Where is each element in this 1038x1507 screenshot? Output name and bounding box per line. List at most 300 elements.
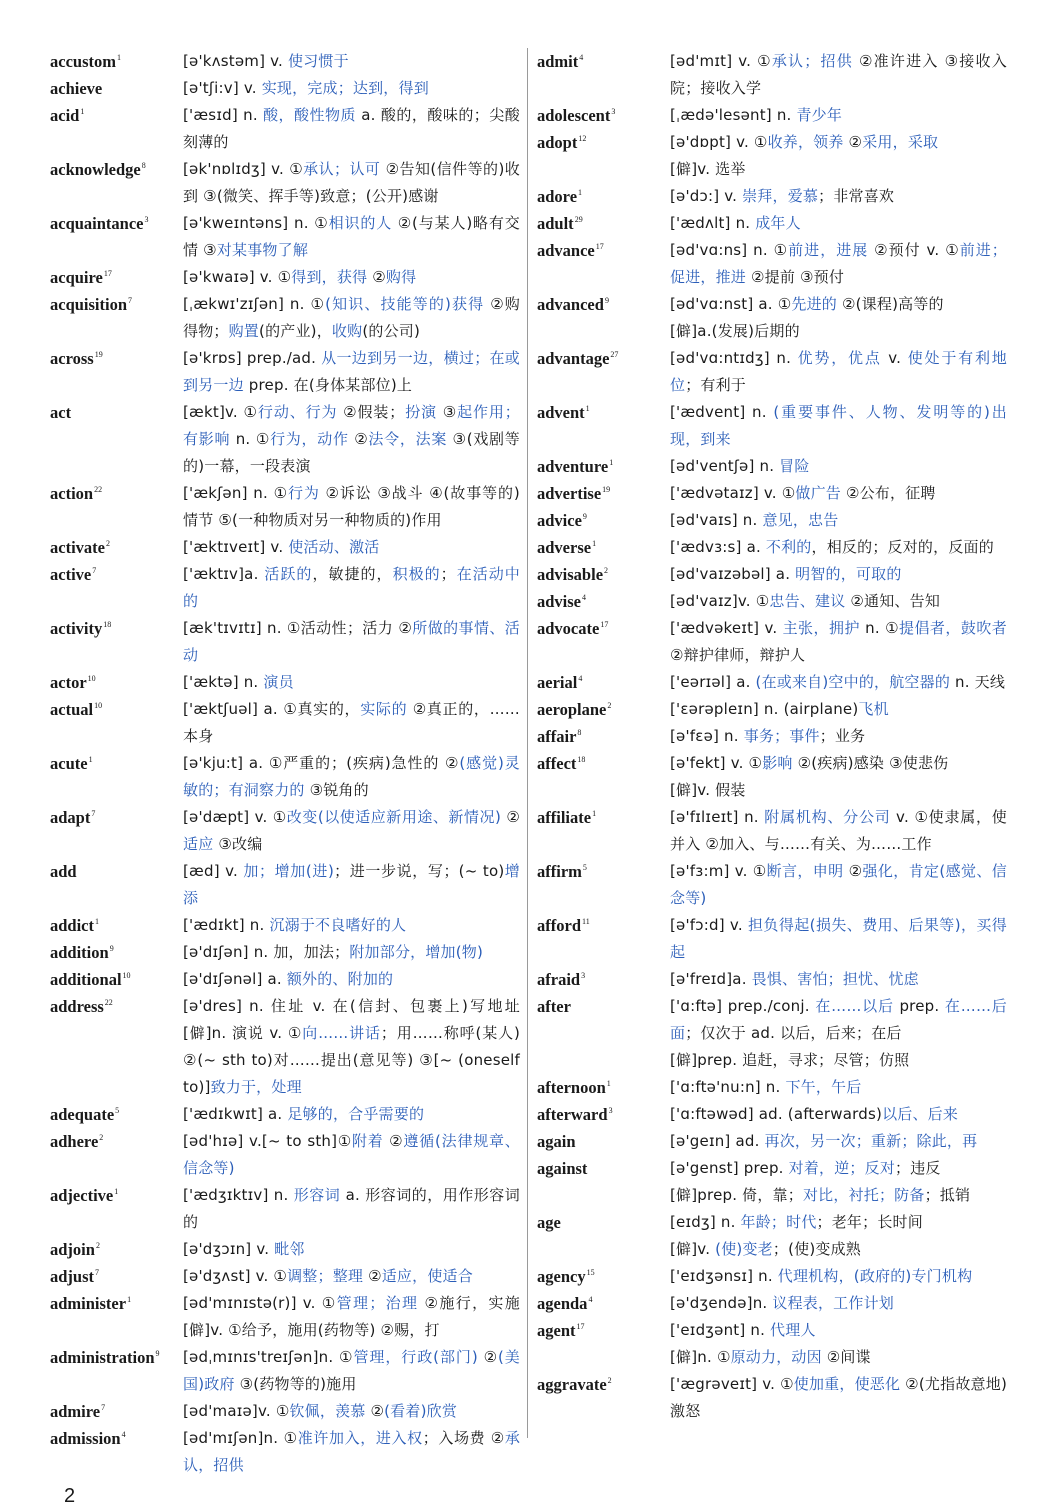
frequency-count: 1: [592, 809, 597, 818]
headword-text: advisable: [537, 565, 604, 584]
definition-text: ['ædvətaɪz] v. ①: [670, 484, 796, 502]
headword-text: affair: [537, 727, 577, 746]
dictionary-entry: [50, 1398, 520, 1425]
definition-text: [əd'mɪʃən]n. ①: [183, 1429, 298, 1447]
definition-text: ②: [365, 1402, 385, 1420]
definition-text: [əd'mɪnɪstə(r)] v. ①: [183, 1294, 337, 1312]
highlighted-meaning: 积极的: [392, 565, 441, 583]
definition-text: [ˌædə'lesənt] n.: [670, 106, 797, 124]
headword-text: action: [50, 484, 94, 503]
definition-text: ['eərɪəl] a.: [670, 673, 756, 691]
definition: [670, 507, 1007, 534]
definition-text: ['ædʌlt] n.: [670, 214, 756, 232]
headword-text: adequate: [50, 1105, 115, 1124]
dictionary-entry: [50, 480, 520, 534]
headword-text: adult: [537, 214, 574, 233]
definition: [670, 696, 1007, 723]
headword: [537, 129, 670, 156]
definition-text: ，敏捷的，: [312, 565, 393, 583]
dictionary-entry: [50, 858, 520, 912]
headword-text: advocate: [537, 619, 600, 638]
headword-text: additional: [50, 970, 122, 989]
definition-text: [əd'hɪə] v.[~ to sth]①: [183, 1132, 353, 1150]
dictionary-entry: [50, 1182, 520, 1236]
highlighted-meaning: 行动、行为: [257, 403, 338, 421]
headword-text: adjust: [50, 1267, 95, 1286]
headword-text: afford: [537, 916, 581, 935]
highlighted-meaning: 对比，衬托；防备: [802, 1186, 925, 1204]
dictionary-entry: [537, 1074, 1007, 1101]
definition-text: ②假装；: [337, 403, 405, 421]
headword: [50, 696, 183, 723]
definition-text: ②(课程)高等的: [837, 295, 944, 313]
dictionary-entry: [50, 966, 520, 993]
headword: [50, 1236, 183, 1263]
definition-text: [ə'dɪʃən] n. 加，加法；: [183, 943, 350, 961]
headword: [537, 669, 670, 696]
definition-text: ['ɑ:ftə] prep./conj.: [670, 997, 816, 1015]
frequency-count: 9: [604, 296, 609, 305]
headword: [537, 183, 670, 210]
definition-text: [eɪdʒ] n.: [670, 1213, 741, 1231]
dictionary-entry: [537, 696, 1007, 723]
definition: [670, 1209, 1007, 1263]
dictionary-entry: [537, 1209, 1007, 1263]
headword: [537, 1074, 670, 1101]
dictionary-entry: [50, 993, 520, 1101]
frequency-count: 19: [94, 350, 103, 359]
headword-text: after: [537, 997, 571, 1016]
headword: [537, 1371, 670, 1398]
frequency-count: 10: [122, 971, 131, 980]
definition-text: prep. 在(身体某部位)上: [243, 376, 413, 394]
definition-text: (的产业)，: [259, 322, 332, 340]
headword-text: addict: [50, 916, 95, 935]
definition: [670, 480, 1007, 507]
headword-text: act: [50, 403, 72, 422]
definition-text: ②诉讼 ③战斗 ④(故事等的)情节 ⑤(一种物质对另一种物质的)作用: [183, 484, 520, 529]
definition: [183, 1398, 520, 1425]
headword-text: actor: [50, 673, 87, 692]
definition-text: ，相反的；反对的，反面的: [811, 538, 994, 556]
dictionary-entry: [50, 696, 520, 750]
definition-text: ；抵销: [924, 1186, 971, 1204]
definition-text: [ə'fekt] v. ①: [670, 754, 763, 772]
headword: [537, 912, 670, 939]
definition-text: [ə'fɜ:m] v. ①: [670, 862, 767, 880]
highlighted-meaning: 加；增加(进): [243, 862, 335, 880]
dictionary-entry: [50, 912, 520, 939]
dictionary-entry: [537, 291, 1007, 345]
definition: [670, 345, 1007, 399]
highlighted-meaning: 青少年: [796, 106, 843, 124]
definition-text: [ədˌmɪnɪs'treɪʃən]n. ①: [183, 1348, 354, 1366]
definition-text: [æk'tɪvɪtɪ] n. ①活动性；活力 ②: [183, 619, 413, 637]
highlighted-meaning: 向……讲话: [302, 1024, 381, 1042]
definition-text: [ə'dæpt] v. ①: [183, 808, 287, 826]
highlighted-meaning: 使习惯于: [287, 52, 349, 70]
frequency-count: 8: [577, 728, 582, 737]
headword: [50, 1344, 183, 1371]
definition-text: [僻]v. 选举: [670, 160, 746, 178]
definition: [670, 588, 1007, 615]
definition: [183, 750, 520, 804]
definition-text: n. 天线: [950, 673, 1006, 691]
headword-text: afterward: [537, 1105, 608, 1124]
definition-text: [僻]v. 假装: [670, 781, 746, 799]
definition-text: [僻]prep. 追赶，寻求；尽管；仿照: [670, 1051, 910, 1069]
frequency-count: 3: [611, 107, 616, 116]
frequency-count: 1: [585, 404, 590, 413]
headword: [50, 102, 183, 129]
definition: [183, 1425, 520, 1479]
highlighted-meaning: 再次，另一次；重新；除此，再: [764, 1132, 978, 1150]
headword: [537, 1290, 670, 1317]
highlighted-meaning: 足够的，合乎需要的: [287, 1105, 425, 1123]
dictionary-entry: [537, 129, 1007, 183]
definition: [670, 669, 1007, 696]
definition-text: [əd'vaɪz]v. ①: [670, 592, 770, 610]
headword: [537, 858, 670, 885]
dictionary-entry: [50, 102, 520, 156]
frequency-count: 9: [155, 1349, 160, 1358]
definition-text: a. 形容词的，用作形容词的: [183, 1186, 520, 1231]
dictionary-entry: [537, 1317, 1007, 1371]
column-divider: [527, 48, 528, 1438]
definition-text: ③改编: [213, 835, 263, 853]
dictionary-entry: [50, 534, 520, 561]
definition: [670, 723, 1007, 750]
definition-text: ['æktə] n.: [183, 673, 264, 691]
frequency-count: 4: [579, 53, 584, 62]
highlighted-meaning: 毗邻: [274, 1240, 305, 1258]
definition-text: ['ædɪkt] n.: [183, 916, 270, 934]
definition-text: [僻]a.(发展)后期的: [670, 322, 800, 340]
highlighted-meaning: 承认，招供: [183, 1429, 521, 1474]
headword-text: add: [50, 862, 77, 881]
highlighted-meaning: 代理机构，(政府的)专门机构: [777, 1267, 973, 1285]
headword: [537, 588, 670, 615]
highlighted-meaning: 管理；治理: [336, 1294, 419, 1312]
highlighted-meaning: 崇拜，爱慕: [742, 187, 819, 205]
frequency-count: 2: [99, 1133, 104, 1142]
frequency-count: 18: [577, 755, 586, 764]
headword: [537, 453, 670, 480]
definition: [670, 102, 1007, 129]
headword-text: active: [50, 565, 92, 584]
definition: [183, 1344, 520, 1398]
highlighted-meaning: 附属机构、分公司: [764, 808, 891, 826]
dictionary-entry: [50, 345, 520, 399]
dictionary-entry: [537, 1101, 1007, 1128]
definition-text: ['ædvɜ:s] a.: [670, 538, 766, 556]
definition-text: [ə'fɪlɪeɪt] n.: [670, 808, 765, 826]
highlighted-meaning: 对着，逆；反对: [788, 1159, 896, 1177]
frequency-count: 2: [95, 1241, 100, 1250]
definition-text: [əd'mɪt] v. ①: [670, 52, 772, 70]
dictionary-entry: [537, 507, 1007, 534]
highlighted-meaning: 调整；整理: [287, 1267, 364, 1285]
frequency-count: 9: [109, 944, 114, 953]
dictionary-entry: [537, 561, 1007, 588]
headword-text: aerial: [537, 673, 578, 692]
definition-text: [ə'kju:t] a. ①严重的；(疾病)急性的 ②: [183, 754, 460, 772]
definition-text: [ə'dʒɔɪn] v.: [183, 1240, 275, 1258]
definition-text: ②: [843, 862, 863, 880]
highlighted-meaning: 附着: [352, 1132, 384, 1150]
frequency-count: 17: [595, 242, 604, 251]
highlighted-meaning: 法令，法案: [368, 430, 448, 448]
definition: [183, 939, 520, 966]
highlighted-meaning: 担负得起(损失、费用、后果等)，买得起: [670, 916, 1007, 961]
definition-text: ②: [843, 133, 863, 151]
dictionary-entry: [537, 723, 1007, 750]
definition-text: ②通知、告知: [845, 592, 941, 610]
dictionary-entry: [537, 669, 1007, 696]
dictionary-entry: [50, 75, 520, 102]
definition-text: [ə'fɛə] n.: [670, 727, 744, 745]
frequency-count: 9: [582, 512, 587, 521]
dictionary-entry: [50, 939, 520, 966]
definition-text: ②: [367, 268, 386, 286]
highlighted-meaning: 致力于，处理: [210, 1078, 302, 1096]
definition: [183, 1236, 520, 1263]
highlighted-meaning: 原动力，动因: [730, 1348, 822, 1366]
definition-text: [ə'krɒs] prep./ad.: [183, 349, 322, 367]
definition: [670, 183, 1007, 210]
headword-text: advance: [537, 241, 595, 260]
headword-text: administration: [50, 1348, 155, 1367]
definition: [670, 291, 1007, 345]
dictionary-entry: [537, 399, 1007, 453]
definition: [183, 345, 520, 399]
headword: [537, 534, 670, 561]
definition-text: [ə'kweɪntəns] n. ①: [183, 214, 329, 232]
headword-text: acquaintance: [50, 214, 144, 233]
definition: [183, 480, 520, 534]
highlighted-meaning: 下午，午后: [785, 1078, 862, 1096]
frequency-count: 1: [592, 539, 597, 548]
frequency-count: 10: [87, 674, 96, 683]
definition-text: [ə'dɔ:] v.: [670, 187, 743, 205]
definition: [670, 1263, 1007, 1290]
headword: [50, 345, 183, 372]
headword: [50, 291, 183, 318]
highlighted-meaning: (重要事件、人物、发明等的)出现，到来: [670, 403, 1007, 448]
headword: [50, 1398, 183, 1425]
definition: [670, 858, 1007, 912]
highlighted-meaning: 事务；事件: [743, 727, 820, 745]
highlighted-meaning: 行为: [288, 484, 320, 502]
definition-text: ；: [440, 565, 456, 583]
highlighted-meaning: 所做的事情、活动: [183, 619, 520, 664]
frequency-count: 4: [582, 593, 587, 602]
headword-text: adjective: [50, 1186, 114, 1205]
dictionary-entry: [537, 183, 1007, 210]
frequency-count: 7: [95, 1268, 100, 1277]
definition: [183, 1128, 520, 1182]
dictionary-entry: [537, 1290, 1007, 1317]
headword: [50, 939, 183, 966]
definition-text: ②: [501, 808, 520, 826]
highlighted-meaning: 承认；认可: [303, 160, 381, 178]
definition: [670, 48, 1007, 102]
headword-text: adopt: [537, 133, 578, 152]
highlighted-meaning: 适应，使适合: [381, 1267, 473, 1285]
definition-text: ②公布，征聘: [840, 484, 936, 502]
frequency-count: 1: [127, 1295, 132, 1304]
highlighted-meaning: 活跃的: [264, 565, 313, 583]
headword: [50, 264, 183, 291]
dictionary-entry: [537, 534, 1007, 561]
headword: [537, 804, 670, 831]
definition: [670, 1317, 1007, 1371]
headword: [50, 210, 183, 237]
definition-text: ②真正的，……本身: [183, 700, 520, 745]
definition-text: [ə'dres] n. 住址 v. 在(信封、包裹上)写地址 [僻]n. 演说 v. ①: [183, 997, 520, 1042]
headword: [50, 534, 183, 561]
headword: [50, 75, 183, 102]
highlighted-meaning: 对某事物了解: [216, 241, 309, 259]
definition-text: ['ægrəveɪt] v. ①: [670, 1375, 794, 1393]
highlighted-meaning: 沉溺于不良嗜好的人: [269, 916, 407, 934]
headword-text: acknowledge: [50, 160, 141, 179]
highlighted-meaning: 起作用；有影响: [183, 403, 520, 448]
headword-text: acute: [50, 754, 88, 773]
definition-text: a. 酸的，酸味的；尖酸刻薄的: [183, 106, 520, 151]
headword-text: advise: [537, 592, 582, 611]
dictionary-entry: [537, 804, 1007, 858]
definition: [183, 210, 520, 264]
definition-text: ；有利于: [685, 376, 747, 394]
headword-text: administer: [50, 1294, 127, 1313]
headword: [537, 102, 670, 129]
dictionary-entry: [50, 804, 520, 858]
highlighted-meaning: 使加重，使恶化: [793, 1375, 901, 1393]
headword: [50, 858, 183, 885]
definition: [183, 534, 520, 561]
dictionary-entry: [50, 264, 520, 291]
definition-text: ['ɑ:ftəwəd] ad. (afterwards): [670, 1105, 883, 1123]
definition-text: ②辩护律师，辩护人: [670, 646, 806, 664]
definition: [670, 453, 1007, 480]
definition-text: [ækt]v. ①: [183, 403, 258, 421]
headword-text: across: [50, 349, 94, 368]
headword-text: adverse: [537, 538, 592, 557]
definition-text: ；老年；长时间: [816, 1213, 923, 1231]
headword: [50, 561, 183, 588]
dictionary-entry: [537, 588, 1007, 615]
definition: [183, 264, 520, 291]
definition: [670, 1290, 1007, 1317]
definition-text: (的公司): [362, 322, 421, 340]
highlighted-meaning: 得到，获得: [291, 268, 368, 286]
headword-text: agenda: [537, 1294, 588, 1313]
definition-text: ②预付 v. ①: [868, 241, 960, 259]
definition-text: ②(尤指故意地)激怒: [670, 1375, 1007, 1420]
headword: [50, 1263, 183, 1290]
frequency-count: 1: [114, 1187, 119, 1196]
frequency-count: 17: [600, 620, 609, 629]
headword-text: agent: [537, 1321, 576, 1340]
headword: [50, 1290, 183, 1317]
definition-text: [ə'tʃi:v] v.: [183, 79, 262, 97]
page-number: 2: [64, 1485, 76, 1507]
headword-text: advertise: [537, 484, 602, 503]
headword: [537, 696, 670, 723]
highlighted-meaning: 实际的: [360, 700, 408, 718]
definition: [183, 1182, 520, 1236]
dictionary-entry: [537, 48, 1007, 102]
definition-text: [ə'freɪd]a.: [670, 970, 752, 988]
definition: [670, 1074, 1007, 1101]
headword: [50, 804, 183, 831]
definition-text: ；仅次于 ad. 以后，后来；在后: [685, 1024, 902, 1042]
headword-text: adjoin: [50, 1240, 95, 1259]
highlighted-meaning: 承认；招供: [771, 52, 853, 70]
frequency-count: 1: [95, 917, 100, 926]
frequency-count: 7: [91, 809, 96, 818]
headword: [537, 750, 670, 777]
frequency-count: 11: [582, 917, 590, 926]
headword: [50, 1101, 183, 1128]
definition-text: ②: [477, 1348, 498, 1366]
highlighted-meaning: 收养，领养: [767, 133, 844, 151]
dictionary-entry: [537, 345, 1007, 399]
definition-text: [əd'maɪə]v. ①: [183, 1402, 290, 1420]
headword-text: affect: [537, 754, 577, 773]
headword: [537, 1317, 670, 1344]
highlighted-meaning: 提倡者，鼓吹者: [898, 619, 1007, 637]
definition-text: ['æktʃuəl] a. ①真实的，: [183, 700, 361, 718]
definition-text: [僻]v.: [670, 1240, 716, 1258]
highlighted-meaning: (在或来自)空中的，航空器的: [755, 673, 951, 691]
highlighted-meaning: 购得: [385, 268, 417, 286]
definition-text: v. ①使隶属，使并入 ②加入、与……有关、为……工作: [670, 808, 1007, 853]
headword-text: aggravate: [537, 1375, 607, 1394]
frequency-count: 3: [581, 971, 586, 980]
definition-text: ；进一步说，写；(~ to): [334, 862, 505, 880]
definition: [670, 1155, 1007, 1209]
headword: [537, 1263, 670, 1290]
dictionary-entry: [50, 210, 520, 264]
headword: [50, 750, 183, 777]
frequency-count: 7: [128, 296, 133, 305]
highlighted-meaning: 强化，肯定(感觉、信念等): [670, 862, 1007, 907]
highlighted-meaning: 影响: [762, 754, 793, 772]
highlighted-meaning: 管理，行政(部门): [353, 1348, 478, 1366]
highlighted-meaning: 明智的，可取的: [795, 565, 902, 583]
definition-text: v.: [881, 349, 908, 367]
definition-text: [əd'vɑ:ns] n. ①: [670, 241, 789, 259]
highlighted-meaning: 优势，优点: [797, 349, 882, 367]
definition-text: [ə'dʒendə]n.: [670, 1294, 773, 1312]
highlighted-meaning: 畏惧、害怕；担忧、忧虑: [751, 970, 919, 988]
definition-text: ['ækʃən] n. ①: [183, 484, 288, 502]
highlighted-meaning: 在活动中的: [183, 565, 520, 610]
headword: [537, 291, 670, 318]
highlighted-meaning: 钦佩，羡慕: [289, 1402, 366, 1420]
highlighted-meaning: 前进；促进，推进: [670, 241, 1007, 286]
headword-text: activate: [50, 538, 105, 557]
highlighted-meaning: 先进的: [791, 295, 837, 313]
definition: [183, 966, 520, 993]
definition-text: [əd'vɑ:ntɪdʒ] n.: [670, 349, 798, 367]
definition-text: [僻]prep. 倚，靠；: [670, 1186, 803, 1204]
highlighted-meaning: (看着)欣赏: [384, 1402, 458, 1420]
frequency-count: 19: [602, 485, 611, 494]
frequency-count: 7: [101, 1403, 106, 1412]
